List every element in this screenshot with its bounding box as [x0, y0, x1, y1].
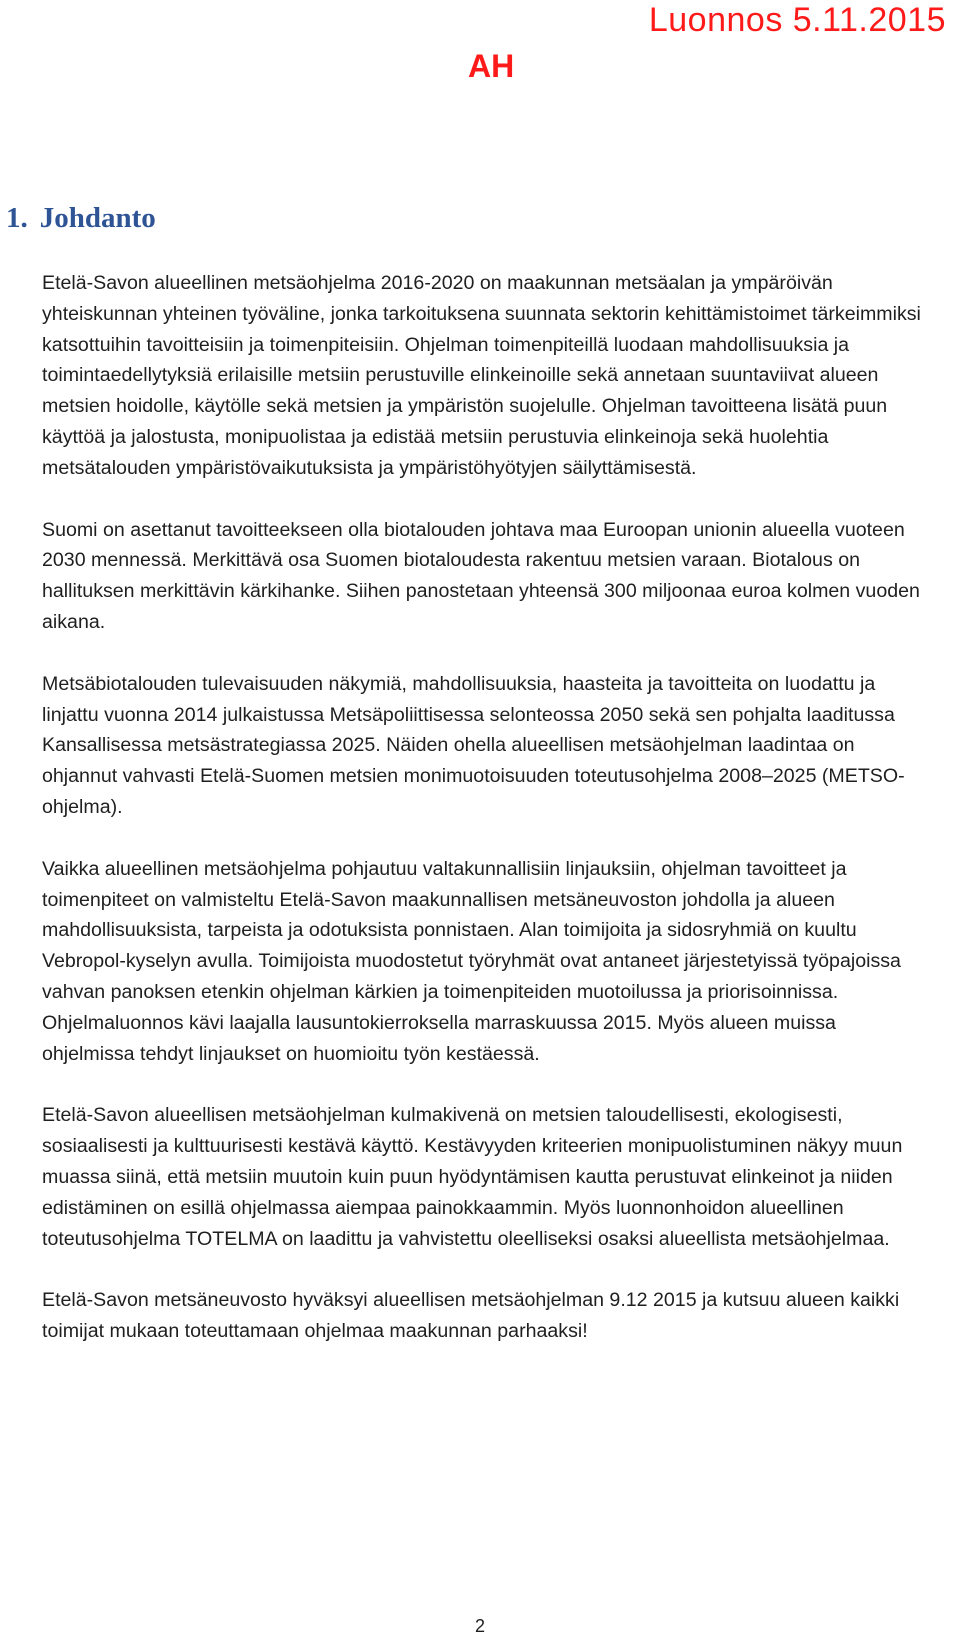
paragraph-intro: Etelä-Savon alueellinen metsäohjelma 2016-2020 on maakunnan metsäalan ja ympäröivän yhteiskunnan yhteinen työväline, jonka tarkoituksena suunnata sektorin kehittämistoimet tärkeimmiksi katsottuihin tavoitteisiin ja toimenpiteisiin. Ohjelman toimenpiteillä luodaan mahdollisuuksia ja toimintaedellytyksiä erilaisille metsiin perustuville elinkeinoille sekä annetaan suuntaviivat alueen metsien hoidolle, käytölle sekä metsien ja ympäristön suojelulle. Ohjelman tavoitteena lisätä puun käyttöä ja jalostusta, monipuolistaa ja edistää metsiin perustuvia elinkeinoja sekä huolehtia metsätalouden ympäristövaikutuksista ja ympäristöhyötyjen säilyttämisestä.: [42, 272, 921, 479]
section-heading: [6, 200, 156, 236]
author-initials: AH: [468, 48, 515, 84]
paragraph-approval: Etelä-Savon metsäneuvosto hyväksyi alueellisen metsäohjelman 9.12 2015 ja kutsuu alueen kaikki toimijat mukaan toteuttamaan ohjelmaa maakunnan parhaaksi!: [42, 1289, 900, 1343]
paragraph-bioeconomy: Suomi on asettanut tavoitteekseen olla biotalouden johtava maa Euroopan unionin alueella vuoteen 2030 mennessä. Merkittävä osa Suomen biotaloudesta rakentuu metsien varaan. Biotalous on hallituksen merkittävin kärkihanke. Siihen panostetaan yhteensä 300 miljoonaa euroa kolmen vuoden aikana.: [42, 518, 920, 633]
document-body: [42, 268, 922, 1378]
paragraph-preparation: Vaikka alueellinen metsäohjelma pohjautuu valtakunnallisiin linjauksiin, ohjelman tavoitteet ja toimenpiteet on valmisteltu Etelä-Savon maakunnallisen metsäneuvoston johdolla ja alueen mahdollisuuksista, tarpeista ja odotuksista ponnistaen. Alan toimijoita ja sidosryhmiä on kuultu Vebropol-kyselyn avulla. Toimijoista muodostetut työryhmät ovat antaneet järjestetyissä työpajoissa vahvan panoksen etenkin ohjelman kärkien ja toimenpiteiden muotoilussa ja priorisoinnissa. Ohjelmaluonnos kävi laajalla lausuntokierroksella marraskuussa 2015. Myös alueen muissa ohjelmissa tehdyt linjaukset on huomioitu työn kestäessä.: [42, 857, 901, 1065]
paragraph-sustainability: Etelä-Savon alueellisen metsäohjelman kulmakivenä on metsien taloudellisesti, ekologisesti, sosiaalisesti ja kulttuurisesti kestävä käyttö. Kestävyyden kriteerien monipuolistuminen näkyy muun muassa siinä, että metsiin muutoin kuin puun hyödyntämisen kautta perustuvat elinkeinot ja niiden edistäminen on esillä ohjelmassa aiempaa painokkaammin. Myös luonnonhoidon alueellinen toteutusohjelma TOTELMA on laadittu ja vahvistettu oleelliseksi osaksi alueellista metsäohjelmaa.: [42, 1104, 903, 1250]
section-title: Johdanto: [39, 202, 156, 234]
draft-date-label: Luonnos 5.11.2015: [648, 1, 946, 39]
page-number: 2: [474, 1616, 485, 1636]
section-number: 1.: [6, 202, 28, 234]
paragraph-forest-bioeconomy: Metsäbiotalouden tulevaisuuden näkymiä, mahdollisuuksia, haasteita ja tavoitteita on luodattu ja linjattu vuonna 2014 julkaistussa Metsäpoliittisessa selonteossa 2050 sekä sen pohjalta laaditussa Kansallisessa metsästrategiassa 2025. Näiden ohella alueellisen metsäohjelman laadintaa on ohjannut vahvasti Etelä-Suomen metsien monimuotoisuuden toteutusohjelma 2008–2025 (METSO-ohjelma).: [42, 672, 905, 818]
